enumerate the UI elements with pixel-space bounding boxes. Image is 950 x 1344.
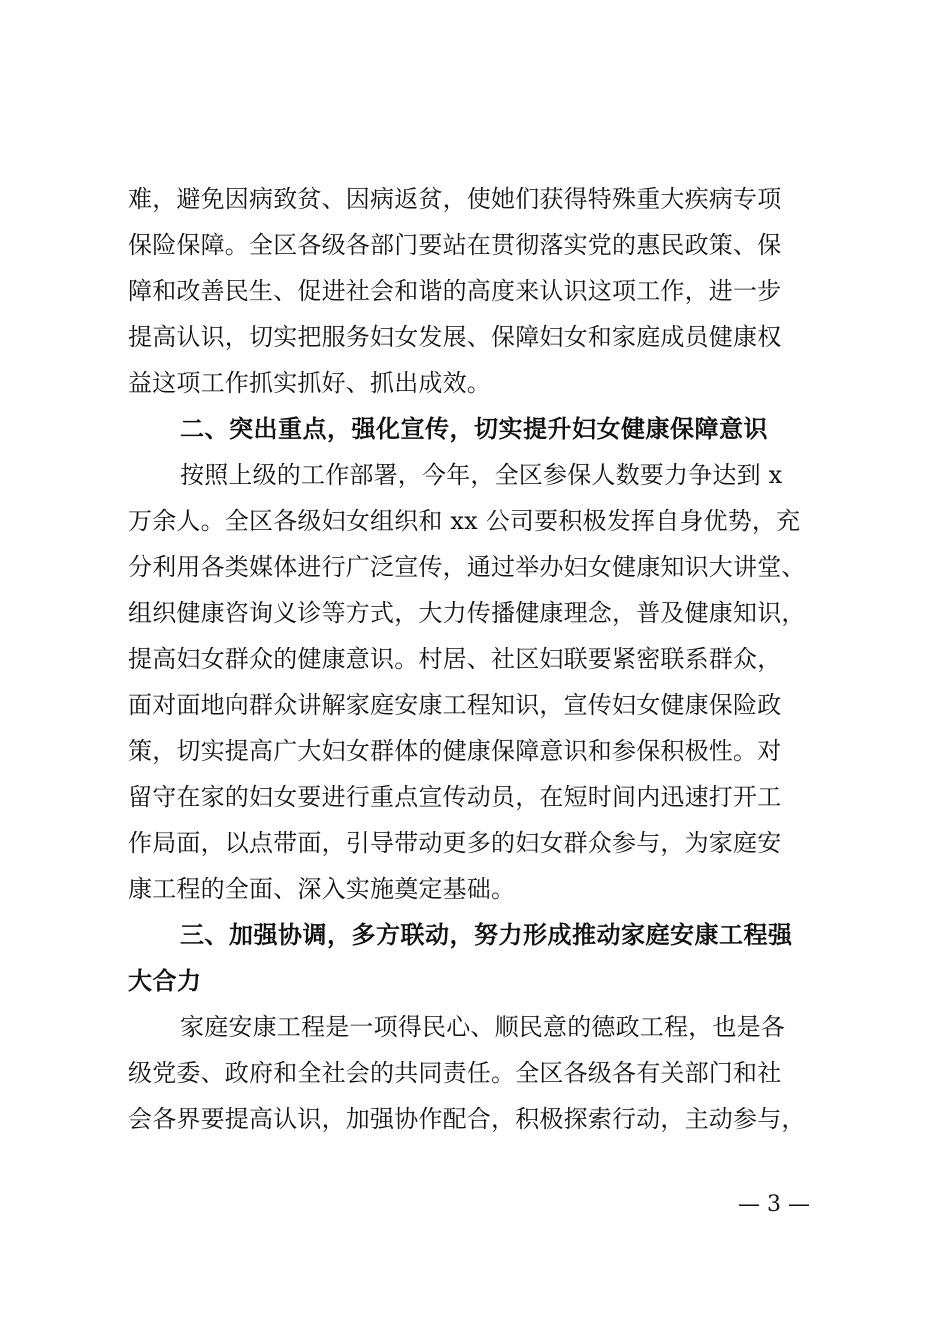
- body-line: 万余人。全区各级妇女组织和 xx 公司要积极发挥自身优势，充: [128, 507, 801, 535]
- body-line: 留守在家的妇女要进行重点宣传动员，在短时间内迅速打开工: [128, 783, 782, 811]
- body-line: 会各界要提高认识，加强协作配合，积极探索行动，主动参与，: [128, 1105, 806, 1133]
- body-line: 作局面，以点带面，引导带动更多的妇女群众参与，为家庭安: [128, 829, 782, 857]
- body-line: 面对面地向群众讲解家庭安康工程知识，宣传妇女健康保险政: [128, 691, 782, 719]
- paragraph-first-line: 家庭安康工程是一项得民心、顺民意的德政工程，也是各: [180, 1013, 785, 1041]
- section-heading-2: 二、突出重点，强化宣传，切实提升妇女健康保障意识: [180, 415, 768, 443]
- section-heading-3: 三、加强协调，多方联动，努力形成推动家庭安康工程强: [180, 921, 793, 949]
- paragraph-first-line: 按照上级的工作部署，今年，全区参保人数要力争达到 x: [180, 461, 783, 489]
- body-line: 障和改善民生、促进社会和谐的高度来认识这项工作，进一步: [128, 277, 782, 305]
- body-line: 难，避免因病致贫、因病返贫，使她们获得特殊重大疾病专项: [128, 185, 782, 213]
- body-line: 级党委、政府和全社会的共同责任。全区各级各有关部门和社: [128, 1059, 782, 1087]
- body-line: 提高认识，切实把服务妇女发展、保障妇女和家庭成员健康权: [128, 323, 782, 351]
- body-line: 组织健康咨询义诊等方式，大力传播健康理念，普及健康知识，: [128, 599, 806, 627]
- page-number: — 3 —: [738, 1192, 810, 1217]
- document-body: [128, 176, 822, 1142]
- body-line: 益这项工作抓实抓好、抓出成效。: [128, 369, 491, 397]
- body-line: 分利用各类媒体进行广泛宣传，通过举办妇女健康知识大讲堂、: [128, 553, 806, 581]
- body-line: 提高妇女群众的健康意识。村居、社区妇联要紧密联系群众，: [128, 645, 782, 673]
- body-line: 策，切实提高广大妇女群体的健康保障意识和参保积极性。对: [128, 737, 782, 765]
- body-line: 保险保障。全区各级各部门要站在贯彻落实党的惠民政策、保: [128, 231, 782, 259]
- section-heading-3-continued: 大合力: [128, 967, 202, 995]
- body-line: 康工程的全面、深入实施奠定基础。: [128, 875, 516, 903]
